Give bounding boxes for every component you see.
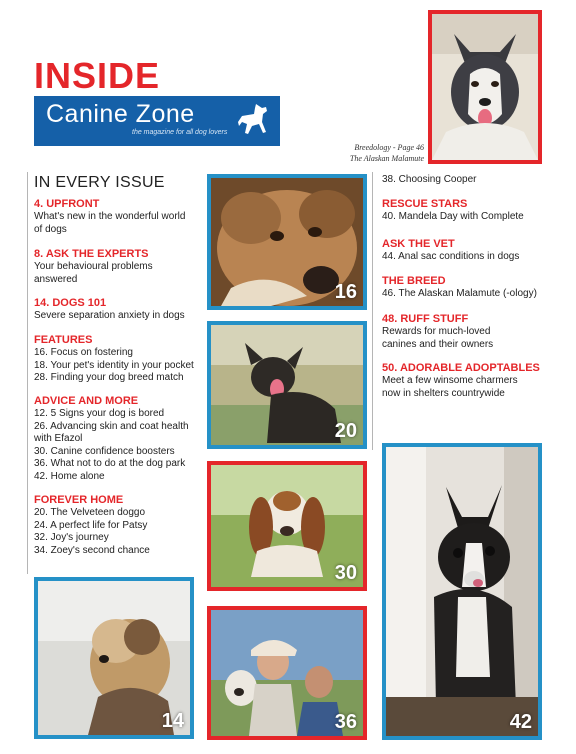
- section-line: 30. Canine confidence boosters: [34, 445, 175, 457]
- section-line: 26. Advancing skin and coat health: [34, 420, 189, 432]
- page-number-badge: 16: [334, 281, 357, 303]
- section-heading: 8. ASK THE EXPERTS: [34, 248, 149, 260]
- left-column-rule: [27, 172, 28, 574]
- section-ask-the-vet[interactable]: [382, 237, 552, 264]
- right-column-rule: [372, 172, 373, 450]
- page-number-badge: 30: [334, 562, 357, 584]
- section-rescue-stars[interactable]: [382, 197, 552, 224]
- photo-page-20[interactable]: [207, 321, 367, 449]
- section-dogs-101[interactable]: [34, 296, 202, 323]
- section-line: 28. Finding your dog breed match: [34, 372, 184, 383]
- logo-tagline: the magazine for all dog lovers: [132, 129, 228, 136]
- page-title: INSIDE: [34, 55, 161, 96]
- section-ruff-stuff[interactable]: [382, 312, 552, 351]
- photo-page-14[interactable]: [34, 577, 194, 739]
- page-number-badge: 42: [509, 711, 532, 733]
- section-adorable-adoptables[interactable]: [382, 361, 552, 400]
- every-issue-heading: IN EVERY ISSUE: [34, 174, 165, 191]
- photo-page-30[interactable]: [207, 461, 367, 591]
- section-forever-home[interactable]: [34, 493, 202, 557]
- section-line: 42. Home alone: [34, 470, 105, 482]
- section-heading: 50. ADORABLE ADOPTABLES: [382, 362, 540, 374]
- section-line: of dogs: [34, 223, 67, 235]
- section-line: 36. What not to do at the dog park: [34, 458, 186, 469]
- section-line: 46. The Alaskan Malamute (-ology): [382, 288, 537, 299]
- section-line: 44. Anal sac conditions in dogs: [382, 251, 520, 262]
- section-heading: FEATURES: [34, 334, 93, 346]
- section-heading: RESCUE STARS: [382, 198, 468, 210]
- section-the-breed[interactable]: [382, 274, 552, 301]
- section-features[interactable]: [34, 333, 202, 385]
- section-heading: 48. RUFF STUFF: [382, 313, 469, 325]
- page-number-badge: 36: [334, 711, 357, 733]
- section-line: 18. Your pet's identity in your pocket: [34, 359, 194, 371]
- section-heading: 14. DOGS 101: [34, 297, 107, 309]
- section-line: Meet a few winsome charmers: [382, 375, 518, 386]
- section-upfront[interactable]: [34, 197, 202, 236]
- canine-zone-logo: [34, 96, 280, 146]
- section-line: canines and their owners: [382, 338, 494, 350]
- cover-caption: [350, 142, 424, 164]
- photo-page-36[interactable]: [207, 606, 367, 740]
- section-heading: FOREVER HOME: [34, 494, 124, 506]
- page-number-badge: 14: [161, 710, 184, 732]
- section-heading: THE BREED: [382, 275, 446, 287]
- caption-line-1: Breedology - Page 46: [354, 143, 424, 152]
- section-advice-and-more[interactable]: [34, 394, 202, 483]
- section-heading: ADVICE AND MORE: [34, 395, 139, 407]
- dog-silhouette-icon: [236, 102, 270, 138]
- section-line: 12. 5 Signs your dog is bored: [34, 408, 165, 419]
- section-line: 16. Focus on fostering: [34, 347, 133, 358]
- photo-page-16[interactable]: [207, 174, 367, 310]
- malamute-photo: [428, 10, 542, 164]
- section-line: 38. Choosing Cooper: [382, 174, 477, 185]
- section-line: 34. Zoey's second chance: [34, 544, 150, 556]
- section-heading: 4. UPFRONT: [34, 198, 100, 210]
- section-line: Rewards for much-loved: [382, 326, 491, 337]
- section-line: Your behavioural problems: [34, 261, 153, 272]
- section-line: 24. A perfect life for Patsy: [34, 519, 148, 531]
- section-line: Severe separation anxiety in dogs: [34, 310, 185, 321]
- section-line: 40. Mandela Day with Complete: [382, 211, 524, 222]
- caption-line-2: The Alaskan Malamute: [349, 154, 424, 163]
- section-line: 20. The Velveteen doggo: [34, 507, 146, 518]
- photo-page-42[interactable]: [382, 443, 542, 740]
- section-ask-the-experts[interactable]: [34, 247, 202, 286]
- item-choosing-cooper[interactable]: [382, 174, 552, 187]
- section-heading: ASK THE VET: [382, 238, 455, 250]
- section-line: now in shelters countrywide: [382, 387, 505, 399]
- section-line: 32. Joy's journey: [34, 532, 109, 543]
- logo-name: Canine Zone: [46, 100, 195, 128]
- section-line: answered: [34, 273, 78, 285]
- section-line: What's new in the wonderful world: [34, 211, 186, 222]
- section-line: with Efazol: [34, 433, 83, 444]
- page-number-badge: 20: [334, 420, 357, 442]
